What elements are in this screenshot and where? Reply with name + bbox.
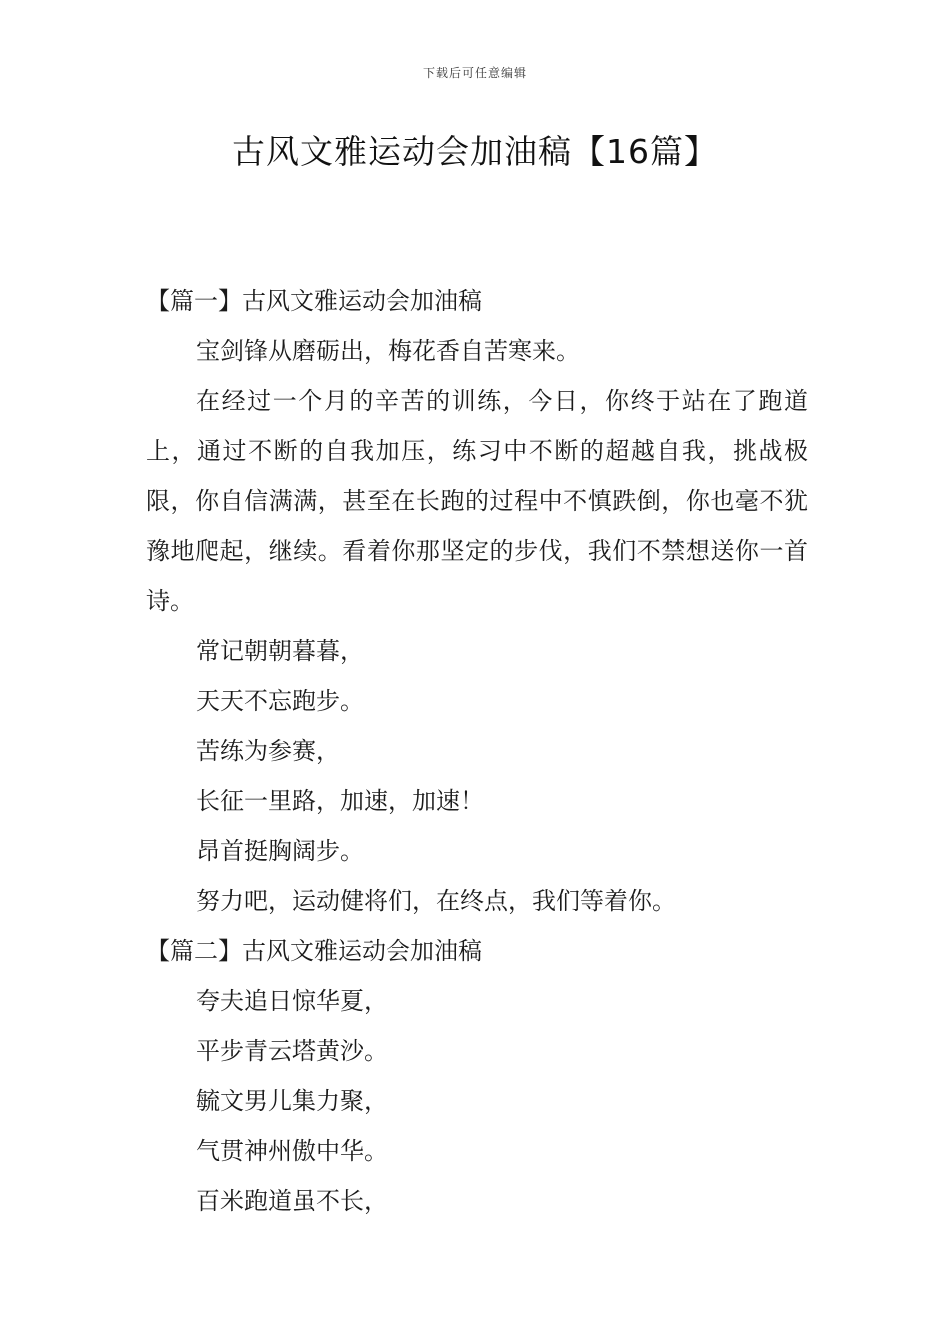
document-title: 古风文雅运动会加油稿【16篇】 [232,132,718,171]
section-heading: 【篇二】古风文雅运动会加油稿 [146,937,482,965]
page-header-note: 下载后可任意编辑 [422,66,527,80]
poem-line: 百米跑道虽不长， [196,1187,388,1215]
poem-line: 毓文男儿集力聚， [196,1087,388,1115]
paragraph: 宝剑锋从磨砺出，梅花香自苦寒来。 [196,337,580,365]
poem-line: 昂首挺胸阔步。 [196,837,364,865]
poem-line: 常记朝朝暮暮， [196,637,364,665]
document-body [146,276,808,1226]
paragraph: 在经过一个月的辛苦的训练，今日，你终于站在了跑道上，通过不断的自我加压，练习中不断的超越自我，挑战极限，你自信满满，甚至在长跑的过程中不慎跌倒，你也毫不犹豫地爬起，继续。看着你那坚定的步伐，我们不禁想送你一首诗。 [146,387,808,615]
poem-line: 天天不忘跑步。 [196,687,364,715]
poem-line: 平步青云塔黄沙。 [196,1037,388,1065]
poem-line: 苦练为参赛， [196,737,340,765]
poem-line: 夸夫追日惊华夏， [196,987,388,1015]
paragraph: 努力吧，运动健将们，在终点，我们等着你。 [196,887,676,915]
poem-line: 气贯神州傲中华。 [196,1137,388,1165]
poem-line: 长征一里路，加速，加速！ [196,787,484,815]
section-heading: 【篇一】古风文雅运动会加油稿 [146,287,482,315]
